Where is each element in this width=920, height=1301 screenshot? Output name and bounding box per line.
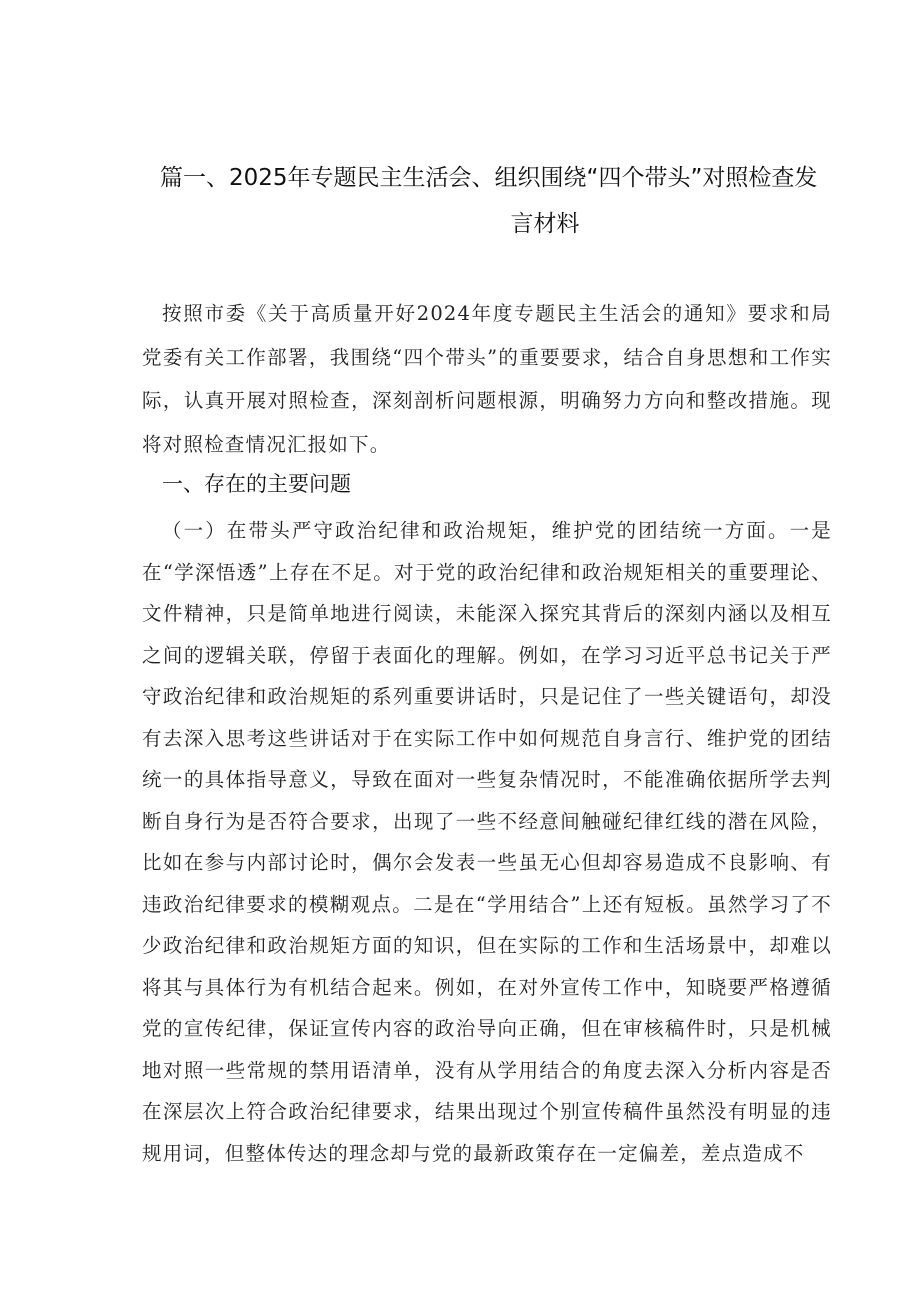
title-line-2: 言材料: [510, 211, 580, 237]
document-title: [140, 155, 860, 247]
title-line-1: 篇一、2025年专题民主生活会、组织围绕“四个带头”对照检查发: [160, 165, 818, 191]
intro-paragraph: 按照市委《关于高质量开好2024年度专题民主生活会的通知》要求和局党委有关工作部署，我围绕“四个带头”的重要要求，结合自身思想和工作实际，认真开展对照检查，深刻剖析问题根源，明确努力方向和整改措施。现将对照检查情况汇报如下。: [142, 302, 832, 456]
body-paragraph: （一）在带头严守政治纪律和政治规矩，维护党的团结统一方面。一是在“学深悟透”上存在不足。对于党的政治纪律和政治规矩相关的重要理论、文件精神，只是简单地进行阅读，未能深入探究其背后的深刻内涵以及相互之间的逻辑关联，停留于表面化的理解。例如，在学习习近平总书记关于严守政治纪律和政治规矩的系列重要讲话时，只是记住了一些关键语句，却没有去深入思考这些讲话对于在实际工作中如何规范自身言行、维护党的团结统一的具体指导意义，导致在面对一些复杂情况时，不能准确依据所学去判断自身行为是否符合要求，出现了一些不经意间触碰纪律红线的潜在风险，比如在参与内部讨论时，偶尔会发表一些虽无心但却容易造成不良影响、有违政治纪律要求的模糊观点。二是在“学用结合”上还有短板。虽然学习了不少政治纪律和政治规矩方面的知识，但在实际的工作和生活场景中，却难以将其与具体行为有机结合起来。例如，在对外宣传工作中，知晓要严格遵循党的宣传纪律，保证宣传内容的政治导向正确，但在审核稿件时，只是机械地对照一些常规的禁用语清单，没有从学用结合的角度去深入分析内容是否在深层次上符合政治纪律要求，结果出现过个别宣传稿件虽然没有明显的违规用词，但整体传达的理念却与党的最新政策存在一定偏差，差点造成不: [142, 519, 832, 1165]
section-heading: 一、存在的主要问题: [162, 472, 351, 496]
